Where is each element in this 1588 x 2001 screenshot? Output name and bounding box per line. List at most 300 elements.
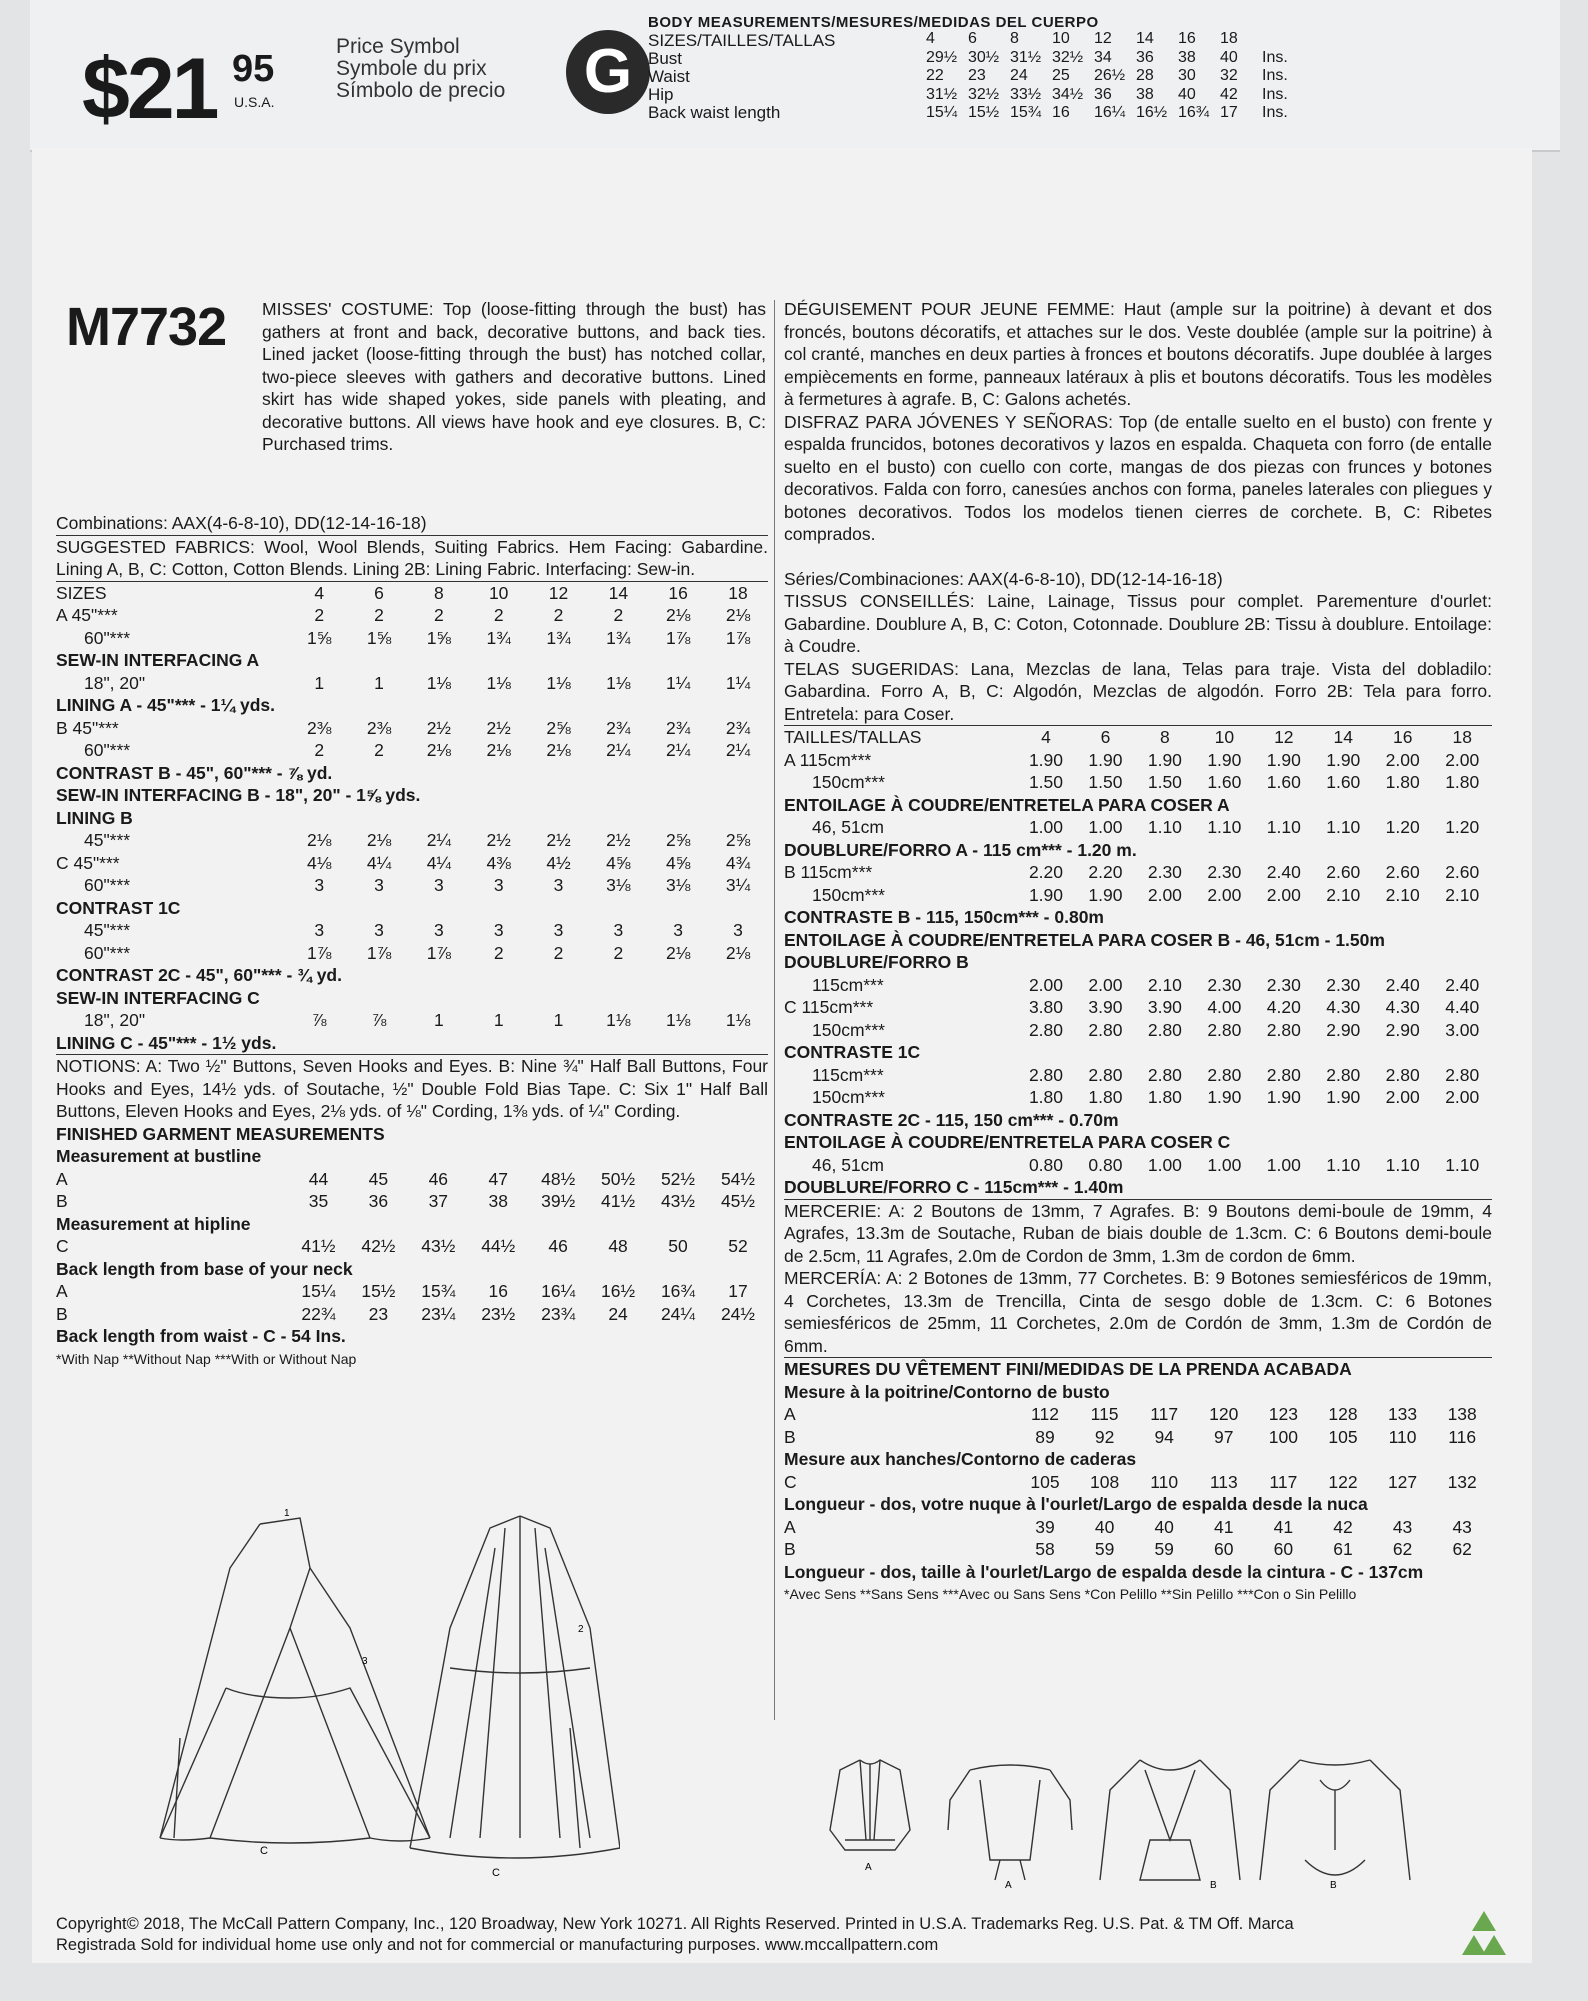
value-cell: 1.50 [1028,772,1064,792]
row-label: B 115cm*** [784,862,873,882]
row-label: B [784,1539,796,1559]
telas-es: TELAS SUGERIDAS: Lana, Mezclas de lana, Telas para traje. Vista del dobladilo: Gabardina. Forro A, B, C: Algodón, Mezclas de algodón. Forro 2B: Tela para forro. Entretela: para Coser. [784,658,1492,724]
section-heading-row [56,649,768,672]
value-cell: 110 [1150,1471,1179,1492]
value-cell: 2.90 [1385,1019,1420,1040]
value-cell: 117 [1269,1471,1298,1492]
value-cell: 2⅝ [666,830,691,850]
value-cell: 36 [368,1191,389,1211]
value-cell: 2¼ [725,740,751,760]
row-label: 150cm*** [812,1019,885,1040]
measurement-row [56,604,768,627]
value-cell: 2.30 [1326,974,1361,995]
measurement-row [56,919,768,942]
value-cell: 2.30 [1207,862,1242,882]
value-cell: 1.80 [1385,772,1420,792]
measurement-row [56,1280,768,1303]
value-cell: 1⅞ [307,942,332,963]
body-measure-cell: Ins. [1262,85,1288,103]
value-cell: 2.80 [1207,1064,1242,1085]
body-measure-row [926,67,1304,86]
body-measure-cell: 16¾ [1178,104,1210,121]
value-cell: 2.80 [1028,1019,1064,1040]
body-measure-cell: 26½ [1094,67,1126,84]
row-label: 150cm*** [812,1087,885,1107]
value-cell: 1⅞ [366,942,392,963]
measurement-row [784,1019,1492,1042]
section-heading: LINING B [56,807,133,828]
value-cell: 3¼ [725,875,751,895]
body-measure-cell: 38 [1178,48,1196,66]
value-cell: 1.90 [1028,884,1064,905]
value-cell: 2.20 [1088,862,1123,882]
body-measure-cell: 22 [926,67,944,84]
row-label: 150cm*** [812,772,885,792]
price-code-badge: G [566,30,650,114]
top-a-label-1: A [865,1862,872,1873]
value-cell: 3 [314,875,325,895]
right-column [784,298,1492,1606]
value-cell: 2.10 [1326,884,1361,905]
left-column [56,512,768,1370]
value-cell: 2.00 [1445,1087,1480,1107]
measurement-row [56,1303,768,1326]
body-size-cell: 10 [1052,30,1070,47]
value-cell: 110 [1388,1426,1417,1447]
section-line: LINING A - 45"*** - 1¼ yds. [56,695,276,715]
yardage-table-en [56,581,768,1055]
row-label: A [784,1404,796,1424]
jacket-b-label-2: B [1330,1880,1337,1890]
value-cell: 2 [433,605,444,625]
value-cell: 3 [553,875,564,895]
value-cell: 3 [673,920,684,940]
body-measure-row [926,49,1304,68]
row-label: 18", 20" [84,672,146,693]
section-heading: Longueur - dos, taille à l'ourlet/Largo de espalda desde la cintura - C - 137cm [784,1561,1424,1582]
value-cell: 3.90 [1088,997,1123,1017]
tissus-fr: TISSUS CONSEILLÉS: Laine, Lainage, Tissus pour complet. Parementure d'ourlet: Gabardine. Doublure A, B, C: Coton, Cotonnade. Doublure 2B: Tissu à doublure. Entoilage: à Coudre. [784,591,1492,656]
body-measure-cell: 29½ [926,48,958,66]
size-header-cell: 12 [1274,727,1294,747]
section-heading: Longueur - dos, votre nuque à l'ourlet/Largo de espalda desde la nuca [784,1494,1368,1514]
body-measure-cell: 36 [1094,85,1112,103]
value-cell: 3⅛ [666,875,691,895]
measurement-row [784,1154,1492,1177]
value-cell: 2.30 [1147,862,1182,882]
value-cell: 2.60 [1445,862,1480,882]
value-cell: 23¼ [421,1303,456,1324]
value-cell: 2⅛ [366,830,392,850]
section-line-row [56,762,768,785]
sizes-label: SIZES [56,582,107,603]
body-measure-cell: 38 [1136,85,1154,103]
value-cell: 1.80 [1028,1087,1064,1107]
value-cell: 50 [668,1236,688,1256]
section-heading: Measurement at bustline [56,1146,262,1166]
body-measure-row [926,86,1304,105]
value-cell: 2.40 [1445,974,1480,995]
combinations-en: Combinations: AAX(4-6-8-10), DD(12-14-16-18) [56,513,427,533]
price-symbol-es: Símbolo de precio [336,79,506,102]
value-cell: 2⅛ [546,740,571,760]
value-cell: 41½ [601,1191,636,1211]
value-cell: 1.20 [1445,817,1480,837]
size-header-cell: 12 [548,582,569,603]
value-cell: 4⅛ [307,852,332,873]
sizes-header-row [784,726,1492,749]
value-cell: 2.00 [1445,749,1480,770]
value-cell: 1¾ [546,627,571,648]
section-heading: Back length from waist - C - 54 Ins. [56,1326,346,1346]
body-measure-cell: 32½ [1052,48,1084,66]
body-measure-cell: 15¼ [926,104,958,121]
skirt-front-drawing [160,1518,430,1843]
value-cell: 41 [1273,1516,1294,1537]
row-label: 46, 51cm [812,817,884,837]
value-cell: 1.60 [1266,772,1301,792]
value-cell: 4.00 [1207,997,1242,1017]
value-cell: 2⅛ [725,942,751,963]
value-cell: 43 [1392,1516,1413,1537]
value-cell: 4¼ [366,852,392,873]
size-header-cell: 16 [668,582,688,603]
body-label-sizes: SIZES/TAILLES/TALLAS [648,31,836,50]
section-heading: CONTRAST 1C [56,897,181,918]
measurement-row [784,1538,1492,1561]
value-cell: 3 [493,920,504,940]
body-measure-cell: 32 [1220,67,1238,84]
size-header-cell: 10 [1214,727,1235,747]
value-cell: 1⅝ [366,627,392,648]
value-cell: 2 [314,740,325,760]
value-cell: 2 [314,605,325,625]
value-cell: 4⅝ [666,852,691,873]
value-cell: 60 [1214,1539,1234,1559]
section-heading: DOUBLURE/FORRO B [784,952,969,972]
finished-heading-fr-es: MESURES DU VÊTEMENT FINI/MEDIDAS DE LA PRENDA ACABADA [784,1357,1492,1381]
value-cell: 2.00 [1266,884,1301,905]
measurement-row [784,996,1492,1019]
value-cell: 2¼ [426,830,452,850]
value-cell: 16¼ [541,1281,576,1301]
value-cell: 2.00 [1385,1087,1420,1107]
section-line-row [56,784,768,807]
value-cell: 1.80 [1088,1087,1123,1107]
value-cell: 15¾ [421,1281,456,1301]
section-heading-row [784,951,1492,974]
price-symbol-fr: Symbole du prix [336,57,487,80]
combinations-fr-es: Séries/Combinaciones: AAX(4-6-8-10), DD(12-14-16-18) [784,568,1223,589]
value-cell: 2.10 [1445,884,1480,905]
skirt-back-label: C [492,1867,500,1879]
description-fr: DÉGUISEMENT POUR JEUNE FEMME: Haut (ample sur la poitrine) à devant et dos froncés, boutons décoratifs, et attaches sur le dos. Veste doublée (ample sur la poitrine) à col cranté, manches en deux parties à fronces et boutons décoratifs. Jupe doublée à larges empiècements en forme, panneaux latéraux à plis et boutons décoratifs. Tous les modèles à fermetures à agrafe. B, C: Galons achetés. [784,299,1492,409]
measurement-row [56,942,768,965]
value-cell: 105 [1328,1426,1358,1447]
value-cell: 2.00 [1207,884,1242,905]
value-cell: 40 [1094,1516,1115,1537]
notions-en: NOTIONS: A: Two ½" Buttons, Seven Hooks and Eyes. B: Nine ¾" Half Ball Buttons, Four Hooks and Eyes, 14½ yds. of Soutache, ½" Double Fold Bias Tape. C: Six 1" Half Ball Buttons, Eleven Hooks and Eyes, 2⅛ yds. of ⅛" Cording, 1⅜ yds. of ¼" Cording. [56,1056,768,1121]
section-heading: Mesure à la poitrine/Contorno de busto [784,1381,1110,1402]
value-cell: 44½ [481,1236,516,1256]
body-measure-cell: 33½ [1010,85,1042,103]
value-cell: 1¼ [725,672,751,693]
value-cell: 52 [728,1236,748,1256]
body-measure-cell: 16 [1052,104,1070,121]
value-cell: 1.10 [1266,817,1301,837]
value-cell: 2.00 [1147,884,1182,905]
value-cell: 2⅛ [486,740,511,760]
value-cell: 1¾ [486,627,511,648]
measurement-row [784,1426,1492,1449]
value-cell: 1.10 [1207,817,1242,837]
value-cell: 1 [374,672,384,693]
value-cell: 60 [1273,1539,1294,1559]
value-cell: 113 [1209,1471,1238,1492]
fabrics-en: SUGGESTED FABRICS: Wool, Wool Blends, Suiting Fabrics. Hem Facing: Gabardine. Lining A, B, C: Cotton, Cotton Blends. Lining 2B: Lining Fabric. Interfacing: Sew-in. [56,536,768,579]
value-cell: 89 [1035,1426,1055,1447]
body-measure-cell: 34½ [1052,85,1084,103]
value-cell: 3.90 [1147,997,1182,1017]
section-line: DOUBLURE/FORRO A - 115 cm*** - 1.20 m. [784,839,1137,860]
value-cell: 2⅜ [366,717,392,738]
skirt-back-drawing [410,1516,620,1858]
price-symbol-en: Price Symbol [336,35,460,58]
value-cell: 23¾ [541,1303,576,1324]
value-cell: 3 [553,920,564,940]
top-a-front-drawing [830,1760,910,1850]
description-es: DISFRAZ PARA JÓVENES Y SEÑORAS: Top (de entalle suelto en el busto) con frente y espalda fruncidos, botones decorativos y lazos en espalda. Chaqueta con forro (de entalle suelto en el busto) con cuello con corte, mangas de dos piezas con frunces y botones decorativos. Falda con forro, canesúes anchos con forma, paneles laterales con pliegues y botones decorativos. Todos los modelos tienen cierres de corchete. B, C: Ribetes comprados. [784,411,1492,544]
top-a-back-drawing [948,1765,1072,1880]
mercerie-fr: MERCERIE: A: 2 Boutons de 13mm, 7 Agrafes. B: 9 Boutons demi-boule de 19mm, 4 Agrafes, 13.3m de Soutache, Ruban de biais double de 1.3cm. C: 6 Boutons demi-boule de 2.5cm, 11 Agrafes, 2.0m de Cordon de 3mm, 1.3m de cordon de 6mm. [784,1200,1492,1266]
value-cell: 1.90 [1207,1087,1242,1107]
measurement-row [56,852,768,875]
value-cell: 42 [1333,1516,1353,1537]
size-header-cell: 4 [1041,727,1051,747]
value-cell: 38 [488,1191,508,1211]
row-label: C [56,1236,69,1256]
value-cell: 3 [374,920,384,940]
row-label: 46, 51cm [812,1154,884,1175]
value-cell: ⅞ [371,1010,387,1030]
value-cell: 48 [608,1236,628,1256]
value-cell: 16½ [601,1281,636,1301]
pattern-code: M7732 [66,297,227,357]
section-line: ENTOILAGE À COUDRE/ENTRETELA PARA COSER B - 46, 51cm - 1.50m [784,929,1385,950]
value-cell: 42½ [361,1236,396,1256]
value-cell: 1.00 [1088,817,1123,837]
value-cell: 1.10 [1445,1154,1480,1175]
value-cell: 2.00 [1028,974,1064,995]
size-header-cell: 10 [488,582,509,603]
row-label: A 115cm*** [784,749,872,770]
value-cell: 2.80 [1088,1064,1123,1085]
copyright-footer [56,1914,1436,1956]
body-label-hip: Hip [648,85,674,104]
value-cell: 48½ [541,1168,576,1189]
value-cell: 127 [1387,1471,1418,1492]
footnote-fr-es: *Avec Sens **Sans Sens ***Avec ou Sans Sens *Con Pelillo **Sin Pelillo ***Con o Sin Pelillo [784,1586,1357,1602]
value-cell: 62 [1452,1539,1472,1559]
value-cell: 2⅛ [307,830,332,850]
section-heading-row [56,1258,768,1281]
size-header-cell: 6 [374,582,384,603]
section-heading: SEW-IN INTERFACING C [56,987,260,1008]
recycle-icon [1452,1905,1516,1969]
value-cell: 2.10 [1147,974,1182,995]
value-cell: 3 [374,875,384,895]
value-cell: 1 [433,1010,444,1030]
value-cell: 108 [1089,1471,1120,1492]
price-cents: 95 [232,48,275,90]
section-line-row [784,906,1492,929]
value-cell: 3 [493,875,504,895]
garment-illustrations [800,1740,1480,1890]
value-cell: 116 [1448,1426,1477,1447]
finished-heading-en: FINISHED GARMENT MEASUREMENTS [56,1123,385,1144]
value-cell: 17 [728,1281,748,1301]
value-cell: 1¾ [606,627,631,648]
value-cell: 2.80 [1147,1019,1182,1040]
value-cell: 2 [553,942,564,963]
value-cell: 1.90 [1147,749,1182,770]
value-cell: 3 [733,920,743,940]
skirt-illustrations [150,1508,620,1880]
value-cell: 45 [368,1168,389,1189]
value-cell: 117 [1150,1404,1179,1424]
size-header-cell: 14 [1333,727,1353,747]
value-cell: 100 [1268,1426,1298,1447]
value-cell: 1.00 [1028,817,1064,837]
section-line-row [784,839,1492,862]
value-cell: 15½ [361,1281,396,1301]
body-measure-cell: 40 [1178,85,1196,103]
value-cell: 1 [493,1010,504,1030]
price-region: U.S.A. [234,94,275,110]
value-cell: 2.80 [1088,1019,1123,1040]
measurement-row [784,1064,1492,1087]
body-measure-cell: 17 [1220,104,1238,121]
sizes-label: TAILLES/TALLAS [784,727,922,747]
row-label: A 45"*** [56,605,118,625]
section-heading: Mesure aux hanches/Contorno de caderas [784,1449,1137,1469]
column-divider [774,300,775,1720]
row-label: 60"*** [84,875,131,895]
value-cell: 2.10 [1385,884,1420,905]
value-cell: 61 [1333,1539,1353,1559]
value-cell: 1⅛ [606,1010,631,1030]
value-cell: 24¼ [660,1303,696,1324]
section-heading-row [784,1381,1492,1404]
price-symbol-label [336,36,505,102]
value-cell: 2.00 [1385,749,1420,770]
value-cell: ⅞ [311,1010,327,1030]
value-cell: 1 [553,1010,564,1030]
value-cell: 2.00 [1088,974,1123,995]
value-cell: 1⅞ [666,627,691,648]
value-cell: 1¼ [666,672,691,693]
section-line-row [784,1109,1492,1132]
body-measure-cell: 31½ [1010,48,1042,66]
footnote-en: *With Nap **Without Nap ***With or Without Nap [56,1350,357,1367]
size-header-cell: 18 [1452,727,1472,747]
value-cell: 133 [1387,1404,1418,1424]
measurement-row [56,1168,768,1191]
value-cell: 52½ [660,1168,696,1189]
measurement-row [784,749,1492,772]
value-cell: 62 [1392,1539,1413,1559]
body-size-cell: 16 [1178,30,1196,47]
value-cell: 2 [374,740,384,760]
value-cell: 2 [374,605,384,625]
value-cell: 16 [488,1281,508,1301]
sizes-header-row [56,581,768,604]
measurement-row [784,974,1492,997]
value-cell: 94 [1154,1426,1174,1447]
value-cell: 105 [1030,1471,1060,1492]
section-heading: Back length from base of your neck [56,1258,353,1279]
value-cell: 1.10 [1326,817,1361,837]
value-cell: 43½ [421,1236,456,1256]
body-size-cell: 4 [926,30,935,47]
value-cell: 1.10 [1147,817,1182,837]
value-cell: 1⅛ [486,672,511,693]
value-cell: 40 [1154,1516,1174,1537]
value-cell: 2¼ [666,740,691,760]
value-cell: 2.80 [1147,1064,1182,1085]
row-label: 45"*** [84,920,131,940]
value-cell: 3⅛ [606,875,631,895]
body-measure-cell: 28 [1136,67,1154,84]
yardage-table-fr-es [784,725,1492,1199]
row-label: 115cm*** [812,974,884,995]
section-heading: ENTOILAGE À COUDRE/ENTRETELA PARA COSER C [784,1132,1231,1152]
value-cell: 2.80 [1385,1064,1420,1085]
body-size-cell: 8 [1010,30,1019,47]
row-label: 115cm*** [812,1064,884,1085]
value-cell: 1.10 [1326,1154,1361,1175]
row-label: B [56,1191,68,1211]
value-cell: 24½ [720,1303,755,1324]
value-cell: 120 [1209,1404,1239,1424]
body-measure-cell: 23 [968,67,986,84]
finished-table-en [56,1145,768,1348]
value-cell: 1.80 [1445,772,1480,792]
body-measure-cell: 16¼ [1094,104,1126,121]
value-cell: 1.80 [1147,1087,1182,1107]
body-size-cell: 6 [968,30,977,47]
value-cell: 2¾ [725,717,751,738]
section-line-row [56,1032,768,1055]
row-label: A [56,1168,68,1189]
measurement-row [784,816,1492,839]
value-cell: 2.80 [1266,1019,1301,1040]
size-header-cell: 6 [1100,727,1111,747]
measurement-row [56,739,768,762]
size-header-cell: 18 [728,582,748,603]
size-header-cell: 16 [1392,727,1413,747]
value-cell: 4¾ [725,852,751,873]
value-cell: 59 [1154,1539,1174,1559]
row-label: 150cm*** [812,884,885,905]
value-cell: 2.30 [1207,974,1242,995]
value-cell: 2⅛ [666,605,691,625]
section-line: CONTRAST B - 45", 60"*** - ⅞ yd. [56,762,333,783]
section-heading-row [784,1131,1492,1154]
measurement-row [56,1190,768,1213]
section-heading: CONTRASTE 1C [784,1042,921,1062]
body-measure-cell: 42 [1220,85,1238,103]
